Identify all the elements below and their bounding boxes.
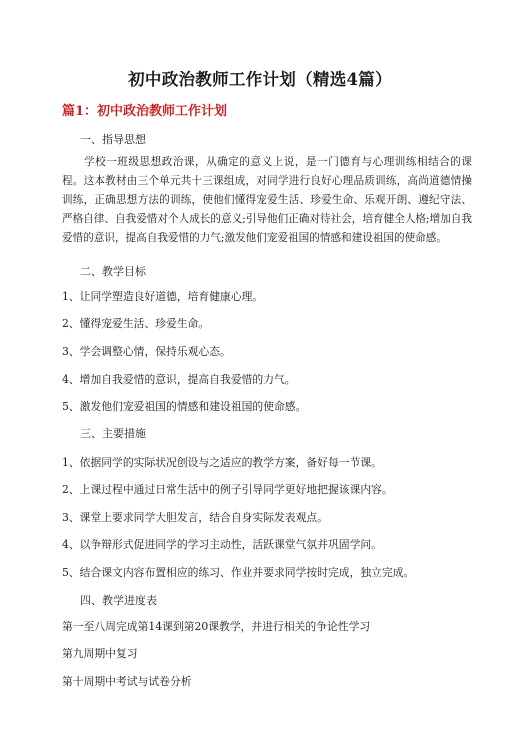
measure-item: 3、课堂上要求同学大胆发言，结合自身实际发表观点。 xyxy=(62,511,328,524)
measure-item: 2、上课过程中通过日常生活中的例子引导同学更好地把握该课内容。 xyxy=(62,483,393,496)
schedule-item: 第一至八周完成第14课到第20课教学，并进行相关的争论性学习 xyxy=(62,620,371,633)
goal-item: 4、增加自我爱惜的意识，提高自我爱惜的力气。 xyxy=(62,373,296,386)
chapter-heading: 篇1：初中政治教师工作计划 xyxy=(62,104,228,119)
section-heading-teaching-goals: 二、教学目标 xyxy=(80,265,146,278)
measure-item: 5、结合课文内容布置相应的练习、作业并要求同学按时完成，独立完成。 xyxy=(62,566,415,579)
measure-item: 1、依据同学的实际状况创设与之适应的教学方案，备好每一节课。 xyxy=(62,456,382,469)
goal-item: 1、让同学塑造良好道德，培育健康心理。 xyxy=(62,290,264,303)
measure-item: 4、以争辩形式促进同学的学习主动性，活跃课堂气氛并巩固学问。 xyxy=(62,538,382,551)
schedule-item: 第九周期中复习 xyxy=(62,647,138,660)
document-title: 初中政治教师工作计划（精选4篇） xyxy=(128,70,392,89)
section-heading-guiding-ideology: 一、指导思想 xyxy=(80,133,146,146)
goal-item: 2、懂得宠爱生活、珍爱生命。 xyxy=(62,317,210,330)
goal-item: 5、激发他们宠爱祖国的情感和建设祖国的使命感。 xyxy=(62,400,307,413)
schedule-item: 第十周期中考试与试卷分析 xyxy=(62,675,192,688)
section-heading-main-measures: 三、主要措施 xyxy=(80,427,146,440)
section-heading-schedule: 四、教学进度表 xyxy=(80,594,157,607)
goal-item: 3、学会调整心情，保持乐观心态。 xyxy=(62,345,231,358)
guiding-ideology-paragraph: 学校一班级思想政治课，从确定的意义上说，是一门德育与心理训练相结合的课程。这本教材由三个单元共十三课组成，对同学进行良好心理品质训练，高尚道德情操训练，正确思想方法的训练，使他们懂得宠爱生活、珍爱生命、乐观开朗、遵纪守法、严格自律、自我爱惜对个人成长的意义;引导他们正确对待社会，培育健全人格;增加自我爱惜的意识，提高自我爱惜的力气;激发他们宠爱祖国的情感和建设祖国的使命感。 xyxy=(62,156,472,244)
